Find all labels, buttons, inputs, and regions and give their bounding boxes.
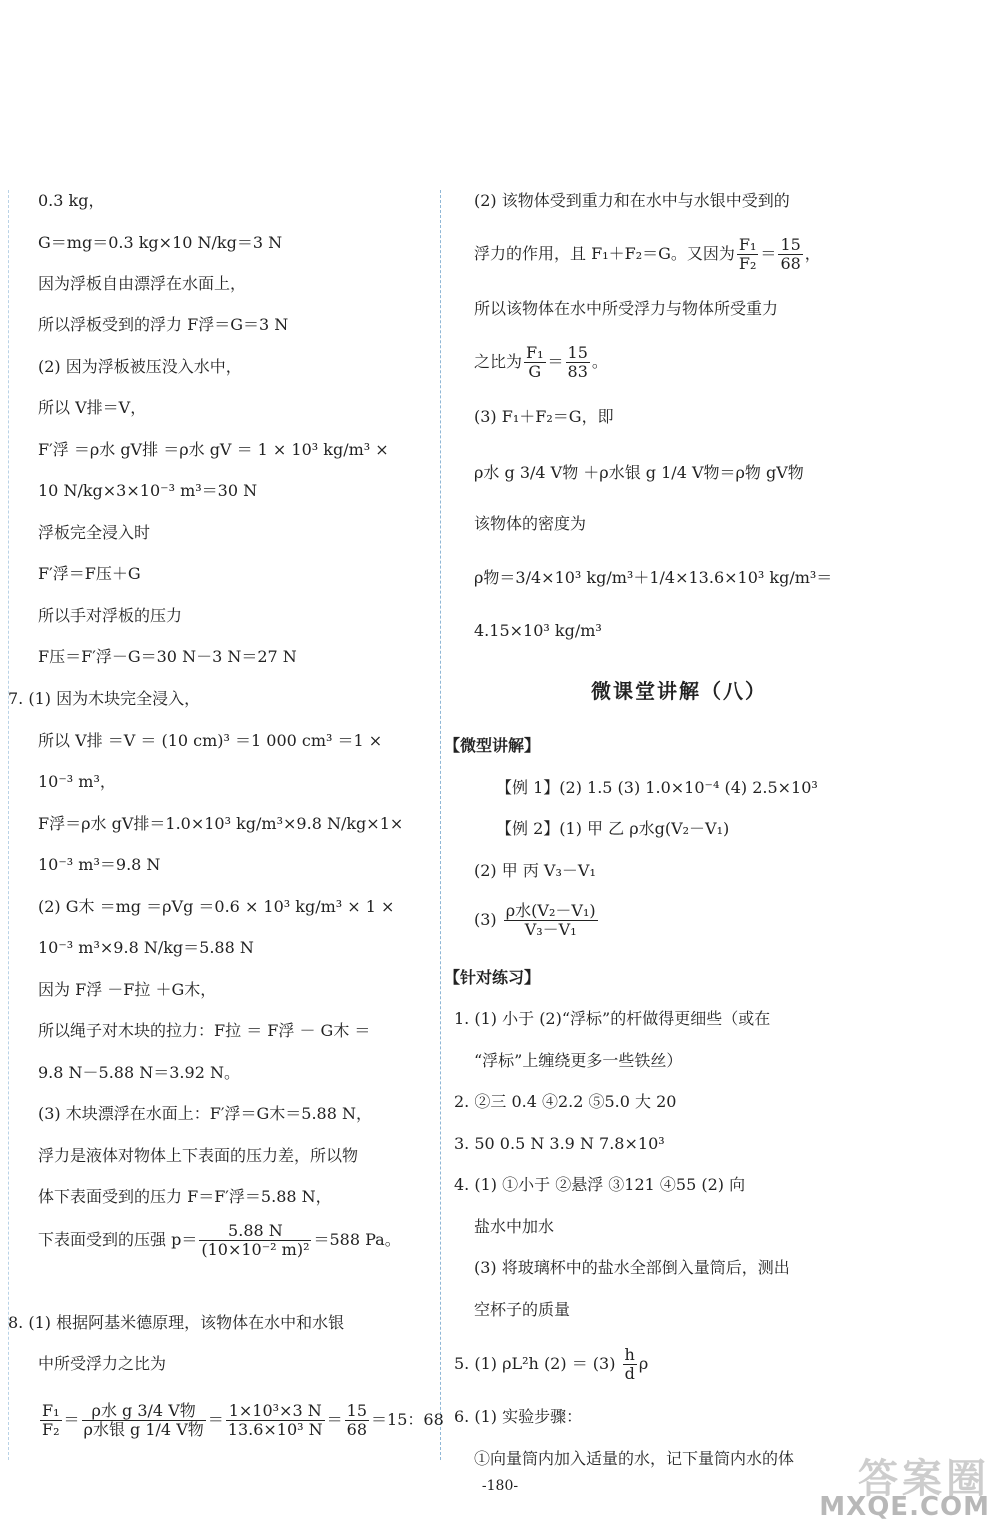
fraction: [566, 344, 590, 381]
formula-text: ＝15：68: [371, 1410, 444, 1429]
exercise-3: 3. 50 0.5 N 3.9 N 7.8×10³: [454, 1134, 665, 1153]
numerator: F₁: [526, 343, 544, 362]
text-line: ①向量筒内加入适量的水，记下量筒内水的体: [474, 1449, 795, 1468]
numerator: F₁: [738, 235, 757, 254]
text-line: 10⁻³ m³，: [38, 772, 116, 791]
numerator: 5.88 N: [199, 1222, 311, 1241]
text-line: 浮板完全浸入时: [38, 523, 151, 542]
fraction: [40, 1402, 62, 1439]
numerator: 15: [567, 343, 588, 362]
text-line: 所以手对浮板的压力: [38, 606, 183, 625]
denominator: 68: [780, 254, 801, 273]
formula-text: (3): [474, 910, 497, 929]
formula-text: ＝588 Pa。: [313, 1230, 401, 1249]
formula-text: 下表面受到的压强 p＝: [38, 1230, 198, 1249]
text-line: 所以浮板受到的浮力 F浮＝G＝3 N: [38, 315, 289, 334]
text-line: 该物体的密度为: [474, 514, 587, 533]
text-line: F′浮＝F压＋G: [38, 564, 141, 583]
denominator: G: [528, 362, 542, 381]
text-line: 所以绳子对木块的拉力：F拉 ＝ F浮 － G木 ＝: [38, 1021, 371, 1040]
text-line: (2) 甲 丙 V₃－V₁: [474, 861, 596, 880]
numerator: F₁: [42, 1401, 60, 1420]
text-line: ρ物＝3/4×10³ kg/m³＋1/4×13.6×10³ kg/m³＝: [474, 568, 833, 587]
section-heading: 【针对练习】: [444, 968, 541, 987]
page-number: -180-: [481, 1478, 519, 1494]
fraction: [524, 344, 546, 381]
problem-7: 7. (1) 因为木块完全浸入，: [8, 689, 201, 708]
denominator: F₂: [42, 1420, 60, 1439]
fraction: [199, 1222, 311, 1259]
text-line: 因为浮板自由漂浮在水面上，: [38, 274, 247, 293]
formula-text: 浮力的作用，且 F₁＋F₂＝G。又因为: [474, 244, 735, 263]
text-line: 所以 V排＝V，: [38, 398, 147, 417]
text-line: (2) 该物体受到重力和在水中与水银中受到的: [474, 191, 790, 210]
fraction: [504, 902, 598, 939]
text-line: F压＝F′浮－G＝30 N－3 N＝27 N: [38, 647, 297, 666]
text-line: 0.3 kg，: [38, 191, 105, 210]
text-line: F浮＝ρ水 gV排＝1.0×10³ kg/m³×9.8 N/kg×1×: [38, 814, 404, 833]
denominator: 13.6×10³ N: [227, 1420, 323, 1439]
text-line: (2) G木 ＝mg ＝ρVg ＝0.6 × 10³ kg/m³ × 1 ×: [38, 897, 395, 916]
problem-8: 8. (1) 根据阿基米德原理，该物体在水中和水银: [8, 1313, 345, 1332]
text-line: (3) 将玻璃杯中的盐水全部倒入量筒后，测出: [474, 1258, 790, 1277]
numerator: 15: [346, 1401, 368, 1420]
denominator: d: [624, 1364, 635, 1383]
exercise-2: 2. ②三 0.4 ④2.2 ⑤5.0 大 20: [454, 1092, 677, 1111]
text-line: (2) 因为浮板被压没入水中，: [38, 357, 242, 376]
section-heading: 【微型讲解】: [444, 736, 541, 755]
fraction: [226, 1402, 325, 1439]
text-line: 因为 F浮 －F拉 ＋G木，: [38, 980, 217, 999]
text-line: 9.8 N－5.88 N＝3.92 N。: [38, 1063, 240, 1082]
text-line: 10⁻³ m³×9.8 N/kg＝5.88 N: [38, 938, 254, 957]
text-line: 中所受浮力之比为: [38, 1354, 167, 1373]
text-line: 所以该物体在水中所受浮力与物体所受重力: [474, 299, 779, 318]
text-line: 10⁻³ m³＝9.8 N: [38, 855, 161, 874]
exercise-5: [454, 1346, 648, 1383]
section-title: 微课堂讲解（八）: [591, 679, 767, 703]
exercise-4: 4. (1) ①小于 ②悬浮 ③121 ④55 (2) 向: [454, 1175, 746, 1194]
watermark: [819, 1456, 990, 1522]
fraction: [345, 1402, 369, 1439]
fraction: [737, 236, 759, 273]
formula-text: ρ: [638, 1354, 649, 1373]
text-line: [474, 902, 600, 939]
denominator: 83: [567, 362, 588, 381]
pressure-formula: [38, 1222, 401, 1259]
denominator: F₂: [738, 254, 757, 273]
denominator: V₃－V₁: [524, 920, 577, 939]
example-2: 【例 2】(1) 甲 乙 ρ水g(V₂－V₁): [496, 819, 730, 838]
text-line: 浮力的作用，且 F₁＋F₂＝G。又因为 $\frac{\text{F₁}}{\text{F₂}}$ ＝ $\frac{15}{68}$ ，: [474, 235, 821, 273]
fraction: [778, 236, 802, 273]
text-line: 所以 V排 ＝V ＝ (10 cm)³ ＝1 000 cm³ ＝1 ×: [38, 731, 383, 750]
text-line: 4.15×10³ kg/m³: [474, 621, 602, 640]
text-line: 之比为 $\frac{\text{F₁}}{G}$ ＝ $\frac{15}{83}$ 。: [474, 343, 608, 381]
denominator: ρ水银 g 1/4 V物: [83, 1420, 204, 1439]
text-line: G＝mg＝0.3 kg×10 N/kg＝3 N: [38, 233, 283, 252]
left-margin-line: [8, 190, 9, 1460]
text-line: 体下表面受到的压力 F＝F′浮＝5.88 N，: [38, 1187, 332, 1206]
denominator: 68: [346, 1420, 368, 1439]
formula-text: 5. (1) ρL²h (2) ＝ (3): [454, 1354, 616, 1373]
watermark-logo: 答案圈: [858, 1456, 990, 1502]
column-divider: [440, 190, 441, 1460]
fraction: [623, 1346, 637, 1383]
watermark-site: MXQE.COM: [819, 1492, 990, 1522]
formula-text: 之比为: [474, 352, 523, 371]
text-line: 盐水中加水: [474, 1217, 555, 1236]
numerator: ρ水(V₂－V₁): [505, 901, 596, 920]
text-line: F′浮 ＝ρ水 gV排 ＝ρ水 gV ＝ 1 × 10³ kg/m³ ×: [38, 440, 389, 459]
text-line: 10 N/kg×3×10⁻³ m³＝30 N: [38, 481, 258, 500]
numerator: 1×10³×3 N: [226, 1402, 325, 1421]
text-line: ρ水 g 3/4 V物 ＋ρ水银 g 1/4 V物＝ρ物 gV物: [474, 463, 804, 482]
text-line: (3) 木块漂浮在水面上：F′浮＝G木＝5.88 N，: [38, 1104, 372, 1123]
fraction: [82, 1402, 206, 1439]
exercise-6: 6. (1) 实验步骤：: [454, 1407, 583, 1426]
text-line: 空杯子的质量: [474, 1300, 571, 1319]
exercise-1: 1. (1) 小于 (2)“浮标”的杆做得更细些（或在: [454, 1009, 771, 1028]
example-1: 【例 1】(2) 1.5 (3) 1.0×10⁻⁴ (4) 2.5×10³: [496, 778, 818, 797]
text-line: (3) F₁＋F₂＝G，即: [474, 407, 614, 426]
text-line: 浮力是液体对物体上下表面的压力差，所以物: [38, 1146, 359, 1165]
numerator: 15: [780, 235, 801, 254]
numerator: h: [624, 1345, 635, 1364]
numerator: ρ水 g 3/4 V物: [82, 1402, 206, 1421]
denominator: (10×10⁻² m)²: [201, 1240, 310, 1259]
text-line: “浮标”上缠绕更多一些铁丝）: [474, 1051, 683, 1070]
buoyancy-ratio-formula: $\frac{\text{F₁}}{\text{F₂}}$ ＝ $\frac{\text{ρ水 g 3/4 V物}}{\text{ρ水银 g 1/4 V物}}$ ＝ $\frac{\text{1×10³×3 N}}{\text{13.6×10³ N}}$ ＝ $\frac{15}{68}$ ＝15：68: [42, 1401, 444, 1439]
